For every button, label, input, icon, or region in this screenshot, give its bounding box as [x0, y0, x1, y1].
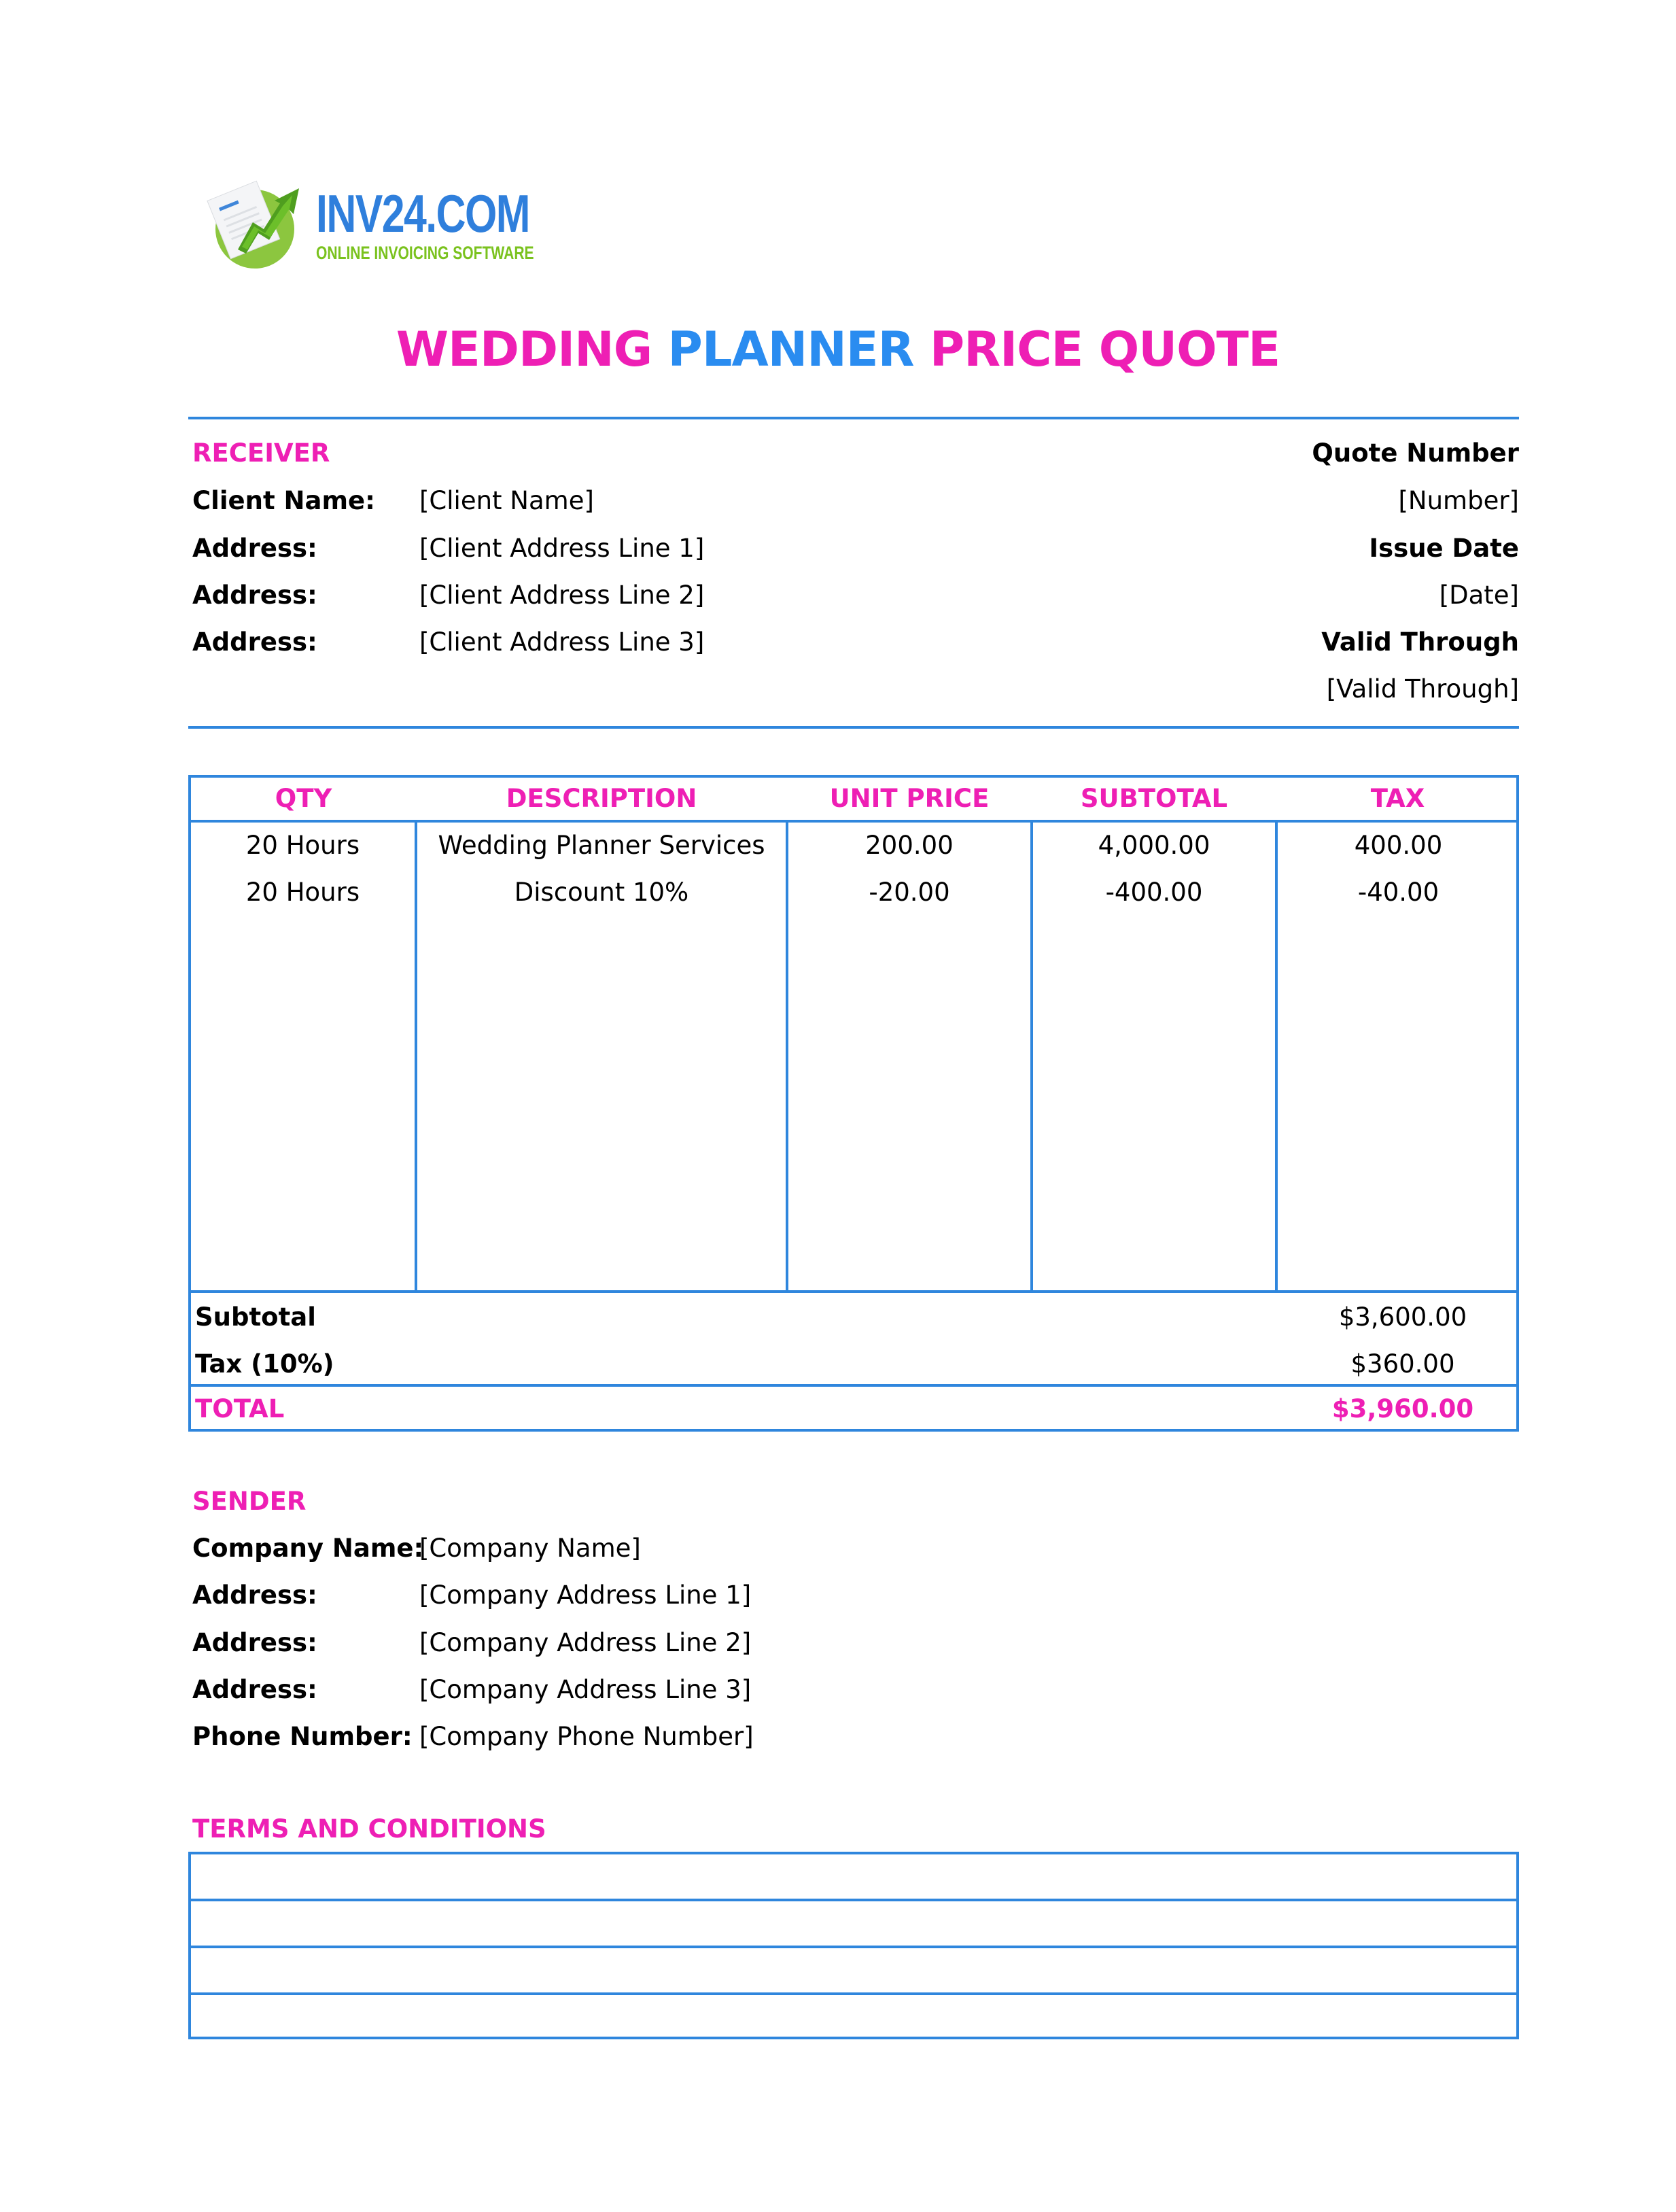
table-cell-qty: 20 Hours — [245, 878, 360, 907]
total-value: $3,960.00 — [1331, 1394, 1474, 1423]
company-name-value: [Company Name] — [419, 1534, 641, 1563]
total-label: TOTAL — [195, 1394, 285, 1423]
company-logo — [204, 173, 534, 269]
logo-tagline: ONLINE INVOICING SOFTWARE — [316, 243, 534, 263]
divider-top — [188, 417, 1519, 419]
client-name-label: Client Name: — [192, 486, 375, 515]
company-address-2-value: [Company Address Line 2] — [419, 1628, 752, 1657]
client-address-1-label: Address: — [192, 534, 317, 563]
column-header-tax: TAX — [1370, 784, 1425, 813]
column-header-unit-price: UNIT PRICE — [829, 784, 990, 813]
invoice-chart-arrow-icon — [204, 173, 306, 269]
table-cell-unit-price: -20.00 — [869, 878, 950, 907]
items-table-body — [191, 823, 1516, 1293]
receiver-heading: RECEIVER — [192, 438, 330, 468]
phone-number-label: Phone Number: — [192, 1722, 413, 1751]
column-header-subtotal: SUBTOTAL — [1080, 784, 1228, 813]
client-address-3-label: Address: — [192, 627, 317, 657]
column-header-qty: QTY — [275, 784, 332, 813]
table-cell-description: Wedding Planner Services — [438, 831, 765, 860]
table-cell-tax: 400.00 — [1354, 831, 1443, 860]
terms-heading: TERMS AND CONDITIONS — [192, 1814, 546, 1844]
issue-date-label: Issue Date — [1369, 534, 1519, 563]
company-address-1-label: Address: — [192, 1580, 317, 1610]
phone-number-value: [Company Phone Number] — [419, 1722, 754, 1751]
table-cell-description: Discount 10% — [514, 878, 689, 907]
valid-through-label: Valid Through — [1321, 627, 1519, 657]
client-address-2-label: Address: — [192, 581, 317, 610]
tax-value: $360.00 — [1350, 1349, 1455, 1379]
client-address-3-value: [Client Address Line 3] — [419, 627, 705, 657]
logo-name: INV24.COM — [316, 184, 529, 243]
table-cell-unit-price: 200.00 — [865, 831, 954, 860]
terms-line-divider — [191, 1992, 1516, 1995]
sender-heading: SENDER — [192, 1487, 307, 1516]
column-header-description: DESCRIPTION — [506, 784, 697, 813]
table-cell-tax: -40.00 — [1357, 878, 1439, 907]
client-address-1-value: [Client Address Line 1] — [419, 534, 705, 563]
items-table-header — [191, 778, 1516, 823]
terms-line-divider — [191, 1899, 1516, 1901]
valid-through-value: [Valid Through] — [1326, 674, 1519, 704]
title-part-planner: PLANNER — [667, 322, 914, 377]
items-table — [188, 775, 1519, 1432]
subtotal-value: $3,600.00 — [1338, 1302, 1467, 1332]
table-cell-qty: 20 Hours — [245, 831, 360, 860]
company-address-3-value: [Company Address Line 3] — [419, 1675, 752, 1704]
company-address-2-label: Address: — [192, 1628, 317, 1657]
client-address-2-value: [Client Address Line 2] — [419, 581, 705, 610]
issue-date-value: [Date] — [1439, 581, 1519, 610]
page-title — [0, 321, 1676, 378]
table-cell-subtotal: -400.00 — [1105, 878, 1203, 907]
company-name-label: Company Name: — [192, 1534, 424, 1563]
company-address-3-label: Address: — [192, 1675, 317, 1704]
terms-box — [188, 1852, 1519, 2039]
quote-number-value: [Number] — [1398, 486, 1519, 515]
tax-label: Tax (10%) — [195, 1349, 334, 1379]
title-part-wedding: WEDDING — [396, 322, 652, 377]
table-cell-subtotal: 4,000.00 — [1098, 831, 1210, 860]
subtotal-label: Subtotal — [195, 1302, 316, 1332]
client-name-value: [Client Name] — [419, 486, 594, 515]
company-address-1-value: [Company Address Line 1] — [419, 1580, 752, 1610]
title-part-price-quote: PRICE QUOTE — [929, 322, 1280, 377]
divider-bottom — [188, 726, 1519, 729]
terms-line-divider — [191, 1946, 1516, 1948]
quote-number-label: Quote Number — [1312, 438, 1519, 468]
